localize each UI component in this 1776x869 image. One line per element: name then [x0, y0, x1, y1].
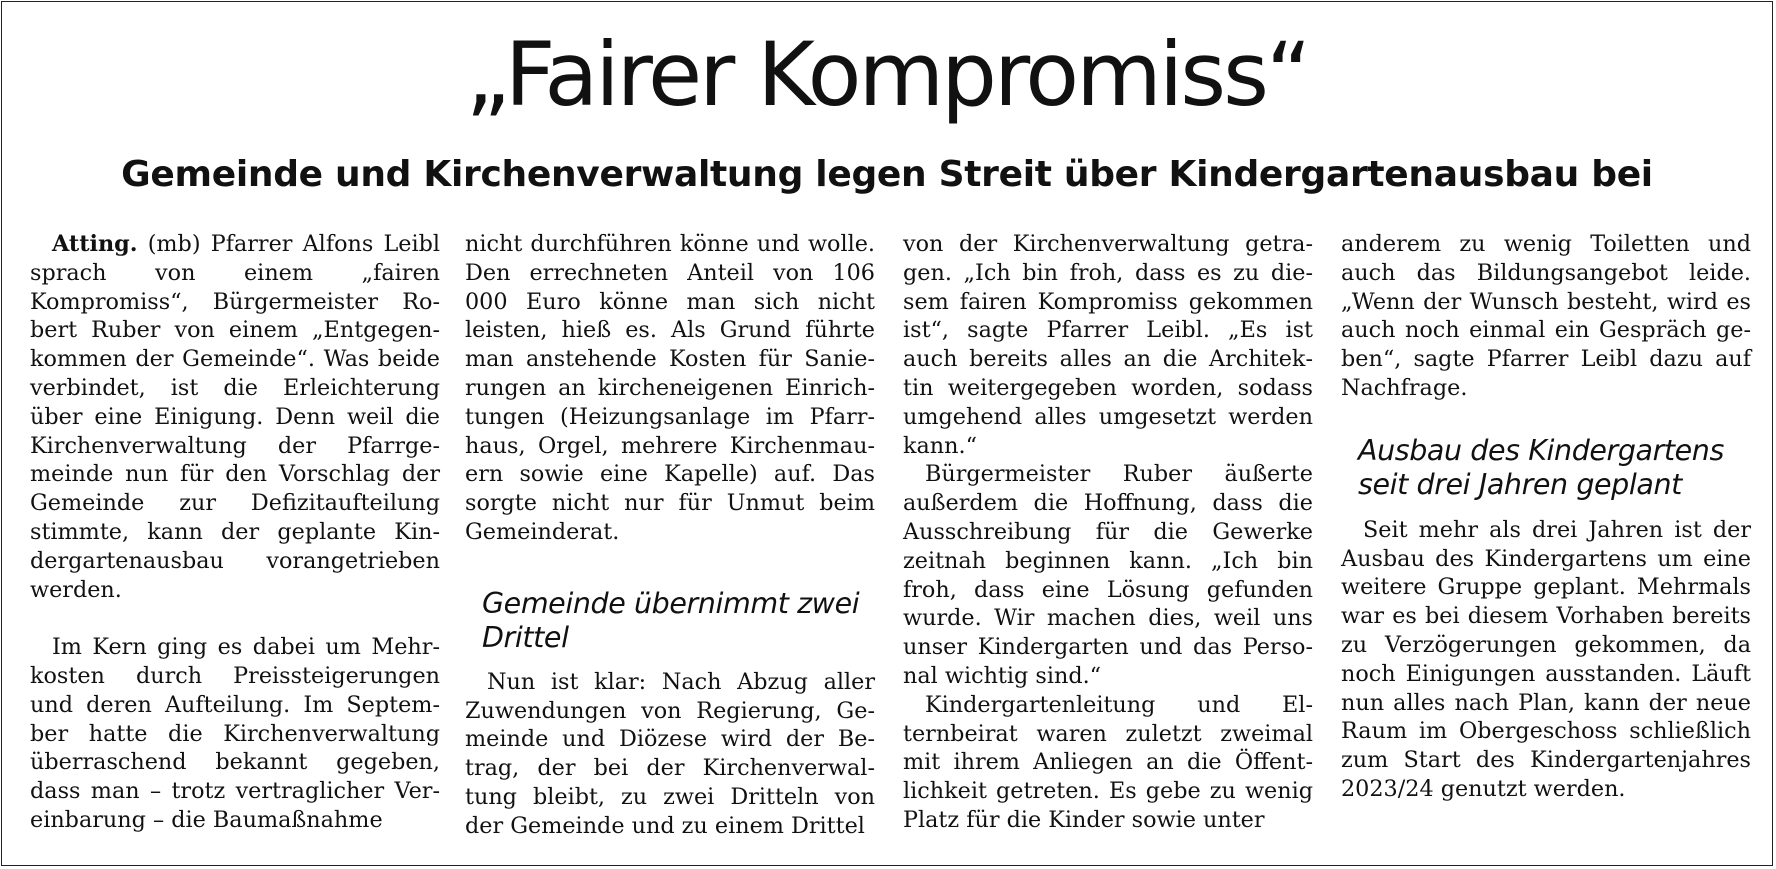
paragraph-3-end: von der Kirchenverwaltung getragen. „Ich bin froh, dass es zu diesem fairen Kompromiss gekommen ist“, sagte Pfarrer Leibl. „Es ist auch bereits alles an die Architektin weitergegeben worden, sodass umgehend alles umgesetzt werden kann.“ [903, 231, 1313, 459]
paragraph-2-end: nicht durchführen könne und wolle. Den errechneten Anteil von 106 000 Euro könne man sich nicht leisten, hieß es. Als Grund führte man anstehende Kosten für Sanierungen an kircheneigenen Einrichtungen (Heizungsanlage im Pfarrhaus, Orgel, mehrere Kirchenmauern sowie eine Kapelle) auf. Das sorgte nicht nur für Unmut beim Gemeinderat. [465, 231, 875, 545]
column-2 [465, 230, 875, 841]
paragraph-1 [30, 230, 440, 604]
article-subheadline: Gemeinde und Kirchenverwaltung legen Streit über Kindergartenausbau bei [121, 154, 1653, 195]
paragraph-3-start: Nun ist klar: Nach Abzug aller Zuwendungen von Regierung, Gemeinde und Diözese wird der Betrag, der bei der Kirchenverwaltung bleibt, zu zwei Dritteln von der Gemeinde und zu einem Drittel [465, 668, 875, 839]
column-4 [1341, 230, 1751, 804]
paragraph-1-text: (mb) Pfarrer Alfons Leibl sprach von einem „fairen Kompromiss“, Bürgermeister Robert Ruber von einem „Entgegenkommen der Gemeinde“. Was beide verbindet, ist die Erleichterung über eine Einigung. Denn weil die Kirchenverwaltung der Pfarrgemeinde nun für den Vorschlag der Gemeinde zur Defizitaufteilung stimmte, kann der geplante Kindergartenausbau vorangetrieben werden. [30, 231, 440, 603]
section-heading-1: Gemeinde übernimmt zwei Drittel [482, 586, 860, 654]
column-1 [30, 230, 440, 835]
section-heading-2: Ausbau des Kindergartens seit drei Jahren geplant [1358, 433, 1724, 501]
paragraph-5-start: Kindergartenleitung und Elternbeirat waren zuletzt zweimal mit ihrem Anliegen an die Öffentlichkeit getreten. Es gebe zu wenig Platz für die Kinder sowie unter [903, 691, 1313, 833]
newspaper-article [1, 1, 1773, 866]
paragraph-5-end: anderem zu wenig Toiletten und auch das Bildungsangebot leide. „Wenn der Wunsch besteht, wird es auch noch einmal ein Gespräch geben“, sagte Pfarrer Leibl dazu auf Nachfrage. [1341, 231, 1751, 401]
paragraph-4: Bürgermeister Ruber äußerte außerdem die Hoffnung, dass die Ausschreibung für die Gewerke zeitnah beginnen kann. „Ich bin froh, dass eine Lösung gefunden wurde. Wir machen dies, weil uns unser Kindergarten und das Personal wichtig sind.“ [903, 461, 1313, 689]
dateline: Atting. [52, 231, 138, 257]
paragraph-6: Seit mehr als drei Jahren ist der Ausbau des Kindergartens um eine weitere Gruppe geplant. Mehrmals war es bei diesem Vorhaben bereits zu Verzögerungen gekommen, da noch Einigungen ausstanden. Läuft nun alles nach Plan, kann der neue Raum im Obergeschoss schließlich zum Start des Kindergartenjahres 2023/24 genutzt werden. [1341, 516, 1751, 802]
article-headline: „Fairer Kompromiss“ [465, 23, 1309, 126]
column-3 [903, 230, 1313, 835]
paragraph-2-start: Im Kern ging es dabei um Mehrkosten durch Preissteigerungen und deren Aufteilung. Im September hatte die Kirchenverwaltung überraschend bekannt gegeben, dass man – trotz vertraglicher Vereinbarung – die Baumaßnahme [30, 634, 440, 833]
